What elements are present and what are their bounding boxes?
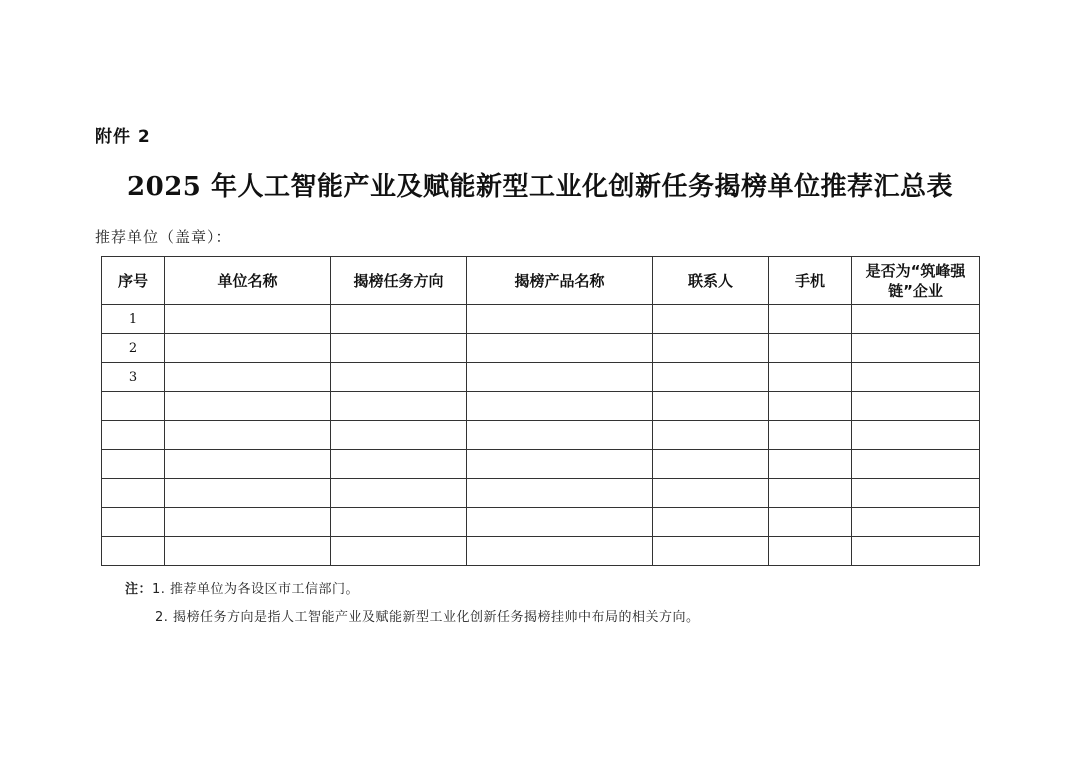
table-cell (653, 334, 769, 363)
table-cell (165, 508, 331, 537)
table-cell (467, 305, 653, 334)
cell-serial-number (102, 392, 165, 421)
table-cell (467, 363, 653, 392)
table-cell (331, 450, 467, 479)
table-row (102, 392, 980, 421)
note-line-1 (125, 576, 700, 604)
table-cell (467, 334, 653, 363)
table-row (102, 305, 980, 334)
table-cell (852, 537, 980, 566)
table-cell (852, 450, 980, 479)
table-row (102, 450, 980, 479)
table-cell (769, 508, 852, 537)
table-cell (653, 392, 769, 421)
cell-serial-number: 2 (102, 334, 165, 363)
table-row (102, 421, 980, 450)
table-cell (165, 334, 331, 363)
table-row (102, 363, 980, 392)
table-cell (852, 392, 980, 421)
summary-table (101, 256, 980, 566)
table-cell (331, 508, 467, 537)
table-cell (653, 537, 769, 566)
table-cell (331, 421, 467, 450)
cell-serial-number (102, 479, 165, 508)
table-cell (769, 421, 852, 450)
table-cell (165, 450, 331, 479)
table-row (102, 537, 980, 566)
table-cell (653, 450, 769, 479)
header-serial-number: 序号 (102, 257, 165, 305)
table-cell (467, 508, 653, 537)
table-cell (769, 450, 852, 479)
table-cell (331, 392, 467, 421)
table-cell (653, 305, 769, 334)
attachment-label: 附件 2 (95, 127, 151, 147)
table-row (102, 479, 980, 508)
header-task-direction: 揭榜任务方向 (331, 257, 467, 305)
table-header-row (102, 257, 980, 305)
table-cell (852, 421, 980, 450)
table-cell (467, 479, 653, 508)
note-text-1: 1. 推荐单位为各设区市工信部门。 (152, 582, 360, 597)
cell-serial-number: 1 (102, 305, 165, 334)
table-cell (331, 305, 467, 334)
cell-serial-number (102, 421, 165, 450)
recommender-label: 推荐单位（盖章）： (95, 228, 232, 246)
table-cell (165, 392, 331, 421)
table-row (102, 334, 980, 363)
table-cell (769, 392, 852, 421)
header-contact-person: 联系人 (653, 257, 769, 305)
table-cell (653, 421, 769, 450)
table-cell (852, 479, 980, 508)
table-cell (165, 363, 331, 392)
table-cell (852, 334, 980, 363)
table-cell (769, 305, 852, 334)
table-cell (331, 537, 467, 566)
note-line-2: 2. 揭榜任务方向是指人工智能产业及赋能新型工业化创新任务揭榜挂帅中布局的相关方向。 (155, 610, 700, 625)
table-cell (852, 508, 980, 537)
table-cell (467, 537, 653, 566)
cell-serial-number (102, 508, 165, 537)
table-cell (852, 305, 980, 334)
table-cell (467, 450, 653, 479)
table-cell (165, 537, 331, 566)
cell-serial-number (102, 450, 165, 479)
table-cell (165, 305, 331, 334)
table-row (102, 508, 980, 537)
table-cell (769, 363, 852, 392)
table-cell (331, 363, 467, 392)
document-title: 2025 年人工智能产业及赋能新型工业化创新任务揭榜单位推荐汇总表 (127, 172, 953, 202)
table-cell (331, 334, 467, 363)
table-cell (769, 537, 852, 566)
header-unit-name: 单位名称 (165, 257, 331, 305)
table-cell (653, 479, 769, 508)
table-cell (165, 421, 331, 450)
table-cell (467, 392, 653, 421)
header-mobile-phone: 手机 (769, 257, 852, 305)
header-strong-chain-enterprise: 是否为“筑峰强链”企业 (852, 257, 980, 305)
table-cell (769, 334, 852, 363)
table-cell (467, 421, 653, 450)
cell-serial-number: 3 (102, 363, 165, 392)
table-cell (653, 508, 769, 537)
cell-serial-number (102, 537, 165, 566)
table-cell (852, 363, 980, 392)
notes-section (125, 576, 700, 632)
table-cell (331, 479, 467, 508)
table-cell (165, 479, 331, 508)
header-product-name: 揭榜产品名称 (467, 257, 653, 305)
table-cell (653, 363, 769, 392)
table-cell (769, 479, 852, 508)
note-lead: 注： (125, 582, 153, 597)
